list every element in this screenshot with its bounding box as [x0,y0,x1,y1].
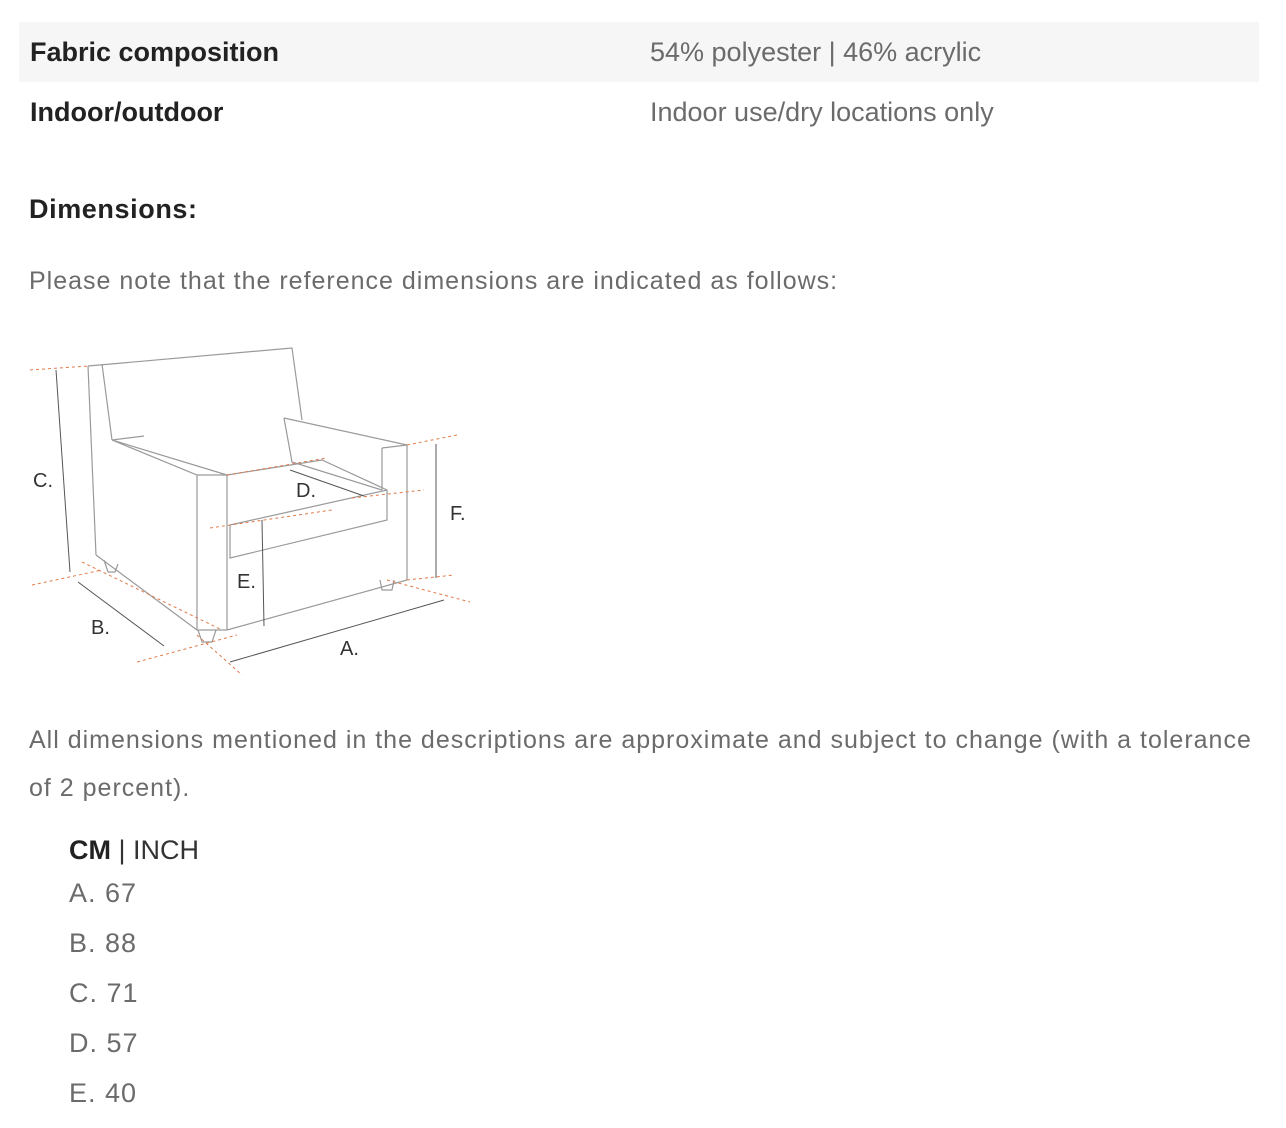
dimension-item: B. 88 [69,928,138,958]
dimension-item: D. 57 [69,1028,139,1058]
diagram-label-b: B. [91,617,110,639]
diagram-label-c: C. [33,470,53,492]
measure-arrows [56,370,444,662]
spec-label: Fabric composition [30,36,280,67]
dimensions-heading: Dimensions: [29,194,198,224]
spec-value: 54% polyester | 46% acrylic [650,36,982,67]
spec-row-indoor-outdoor [19,82,1259,142]
unit-inch: INCH [133,835,200,865]
reference-note: Please note that the reference dimensions are indicated as follows: [29,267,839,295]
diagram-label-d: D. [296,480,316,502]
dimensions-disclaimer: All dimensions mentioned in the descriptions are approximate and subject to change (with a tolerance of 2 percent). [29,726,1252,802]
unit-cm: CM [69,835,111,865]
unit-toggle [69,835,199,866]
armchair-dimension-diagram [22,340,492,685]
spec-label: Indoor/outdoor [30,96,224,127]
dimension-list [69,878,139,1128]
dimension-item: E. 40 [69,1078,138,1108]
unit-separator: | [111,835,134,865]
armchair-outline [88,348,407,642]
dimension-item: A. 67 [69,878,138,908]
spec-value: Indoor use/dry locations only [650,96,994,127]
spec-table [19,22,1259,142]
diagram-label-e: E. [237,571,256,593]
diagram-label-f: F. [450,503,466,525]
dimension-item: C. 71 [69,978,139,1008]
diagram-label-a: A. [340,638,359,660]
spec-row-fabric [19,22,1259,82]
